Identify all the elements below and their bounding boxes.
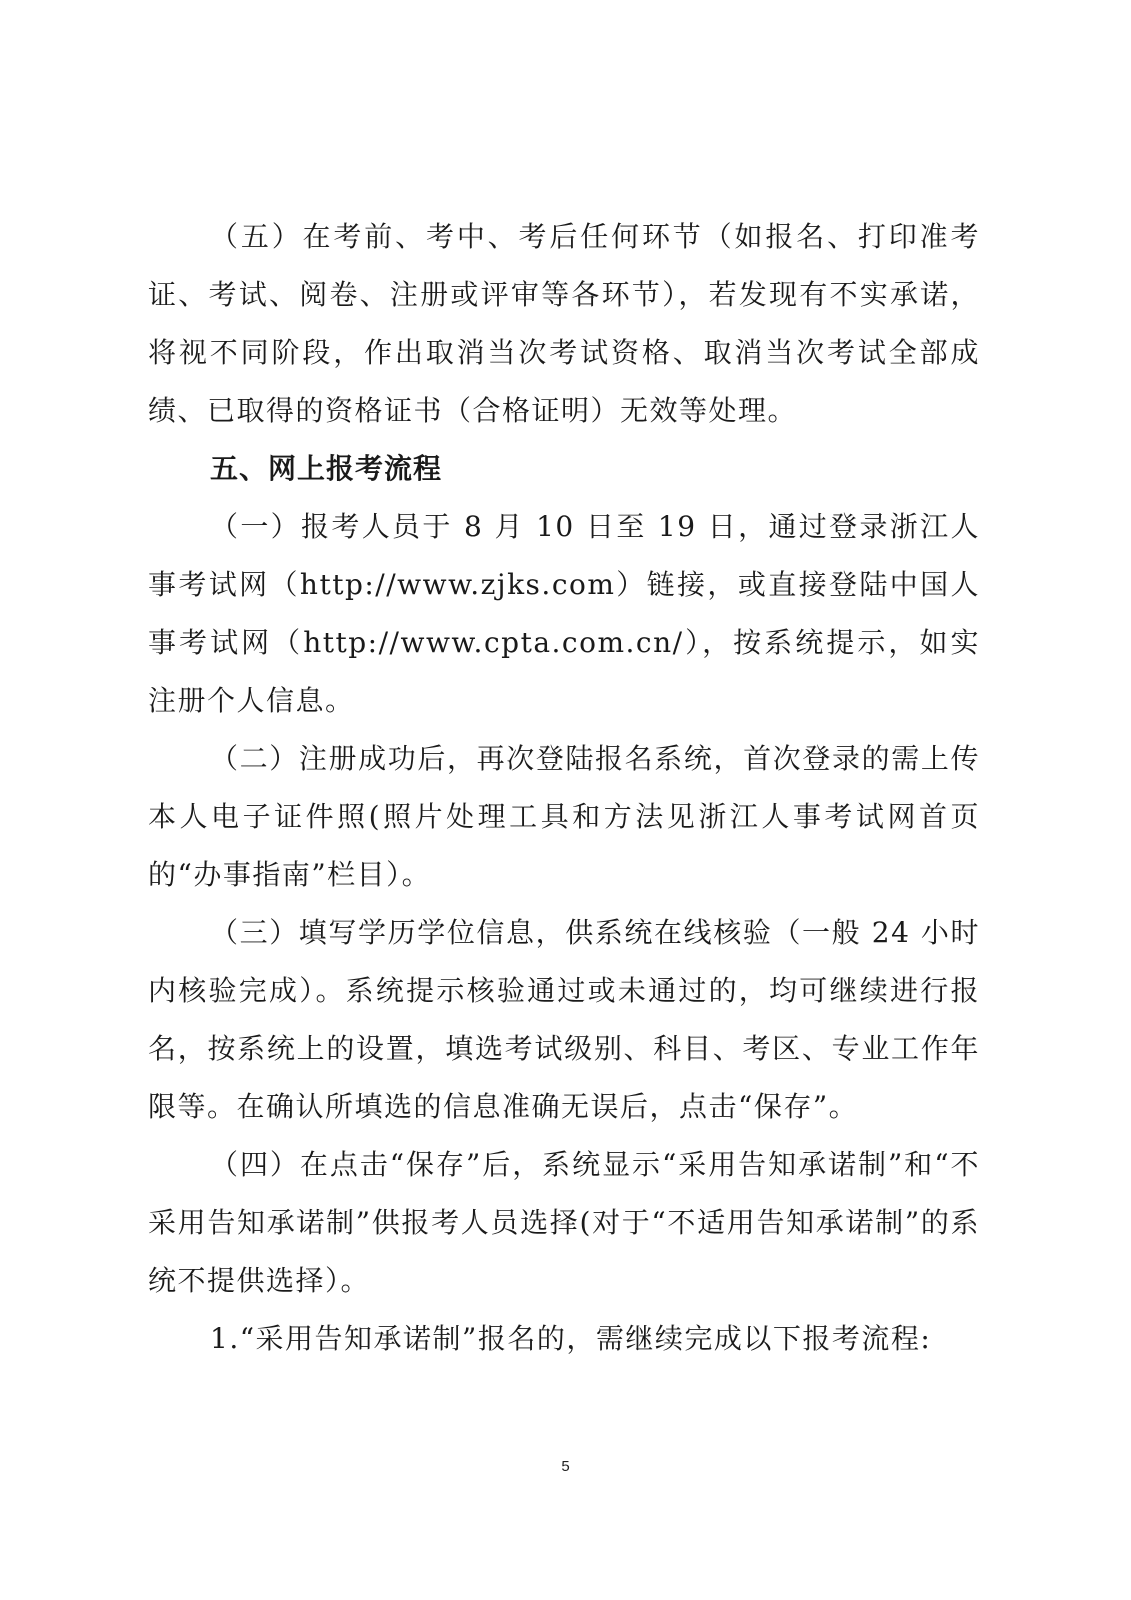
- document-body: [148, 208, 980, 1368]
- paragraph-item-five-false-promise: （五）在考前、考中、考后任何环节（如报名、打印准考证、考试、阅卷、注册或评审等各环节），若发现有不实承诺，将视不同阶段，作出取消当次考试资格、取消当次考试全部成绩、已取得的资格证书（合格证明）无效等处理。: [148, 220, 980, 427]
- page-number: 5: [561, 1458, 570, 1475]
- paragraph-step-four-promise-choice: （四）在点击“保存”后，系统显示“采用告知承诺制”和“不采用告知承诺制”供报考人员选择(对于“不适用告知承诺制”的系统不提供选择）。: [148, 1148, 980, 1297]
- paragraph-sub-item-one: 1.“采用告知承诺制”报名的，需继续完成以下报考流程:: [210, 1322, 932, 1355]
- section-heading-online-registration: 五、网上报考流程: [210, 452, 443, 485]
- paragraph-step-three-education: （三）填写学历学位信息，供系统在线核验（一般 24 小时内核验完成）。系统提示核验通过或未通过的，均可继续进行报名，按系统上的设置，填选考试级别、科目、考区、专业工作年限等。在确认所填选的信息准确无误后，点击“保存”。: [148, 916, 980, 1123]
- paragraph-step-one-register: （一）报考人员于 8 月 10 日至 19 日，通过登录浙江人事考试网（http://www.zjks.com）链接，或直接登陆中国人事考试网（http://www.cpta.com.cn/），按系统提示，如实注册个人信息。: [148, 510, 980, 717]
- paragraph-step-two-upload-photo: （二）注册成功后，再次登陆报名系统，首次登录的需上传本人电子证件照(照片处理工具和方法见浙江人事考试网首页的“办事指南”栏目）。: [148, 742, 980, 891]
